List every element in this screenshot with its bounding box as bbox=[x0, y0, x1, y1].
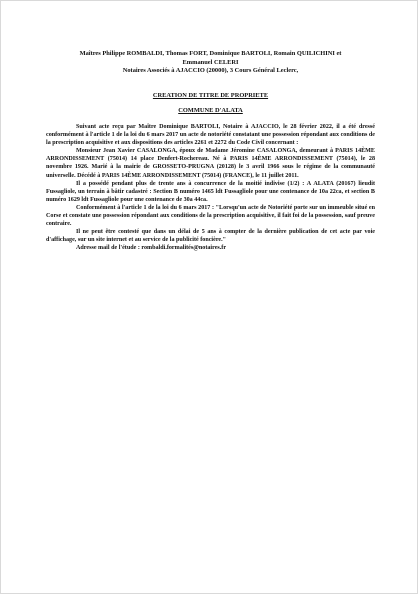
header-line-2: Emmanuel CELERI bbox=[182, 58, 239, 66]
paragraph-act: Suivant acte reçu par Maître Dominique BARTOLI, Notaire à AJACCIO, le 28 février 2022, il a été dressé conformément à l'article 1 de la loi du 6 mars 2017 un acte de notoriété constatant une possession répondant aux conditions de la prescription acquisitive et aux dispositions des articles 2261 et 2272 du Code Civil concernant : bbox=[46, 123, 375, 147]
document-titles bbox=[46, 92, 375, 116]
paragraph-possession: Il a possédé pendant plus de trente ans à concurrence de la moitié indivise (1/2) : A ALATA (20167) lieudit Fussagliole, un terrain à bâtir cadastré : Section B numéro 1465 ldt Fussagliole pour une contenance de 10a 22ca, et section B numéro 1629 ldt Fussagliole pour une contenance de 30a 44ca. bbox=[46, 180, 375, 203]
paragraph-email: Adresse mail de l'étude : rombaldi.formalités@notaires.fr bbox=[76, 245, 227, 252]
header-line-1: Maîtres Philippe ROMBALDI, Thomas FORT, Dominique BARTOLI, Romain QUILICHINI et bbox=[79, 50, 342, 57]
notary-header bbox=[46, 50, 375, 76]
document-content bbox=[46, 50, 375, 252]
paragraph-law: Conformément à l'article 1 de la loi du 6 mars 2017 : "Lorsqu'un acte de Notoriété porte sur un immeuble situé en Corse et constate une possession répondant aux conditions de la prescription acquisitive, il fait foi de la possession, sauf preuve contraire. bbox=[46, 204, 375, 228]
paragraph-owner: Monsieur Jean Xavier CASALONGA, époux de Madame Jéromine CASALONGA, demeurant à PARIS 14ÈME ARRONDISSEMENT (75014) 14 place Denfert-Rochereau. Né à PARIS 14ÈME ARRONDISSEMENT (75014), le 28 novembre 1926. Marié à la mairie de GROSSETO-PRUGNA (20128) le 3 avril 1966 sous le régime de la communauté universelle. Décédé à PARIS 14ÈME ARRONDISSEMENT (75014) (FRANCE), le 11 juillet 2011. bbox=[46, 148, 375, 179]
header-line-3: Notaires Associés à AJACCIO (20000), 3 Cours Général Leclerc, bbox=[122, 67, 299, 75]
document-subtitle: COMMUNE D'ALATA bbox=[178, 107, 243, 115]
document-title: CREATION DE TITRE DE PROPRIETE bbox=[152, 91, 269, 99]
paragraph-contest-delay: Il ne peut être contesté que dans un délai de 5 ans à compter de la dernière publication de cet acte par voie d'affichage, sur un site internet et au service de la publicité foncière." bbox=[46, 229, 375, 244]
document-body bbox=[46, 123, 375, 253]
